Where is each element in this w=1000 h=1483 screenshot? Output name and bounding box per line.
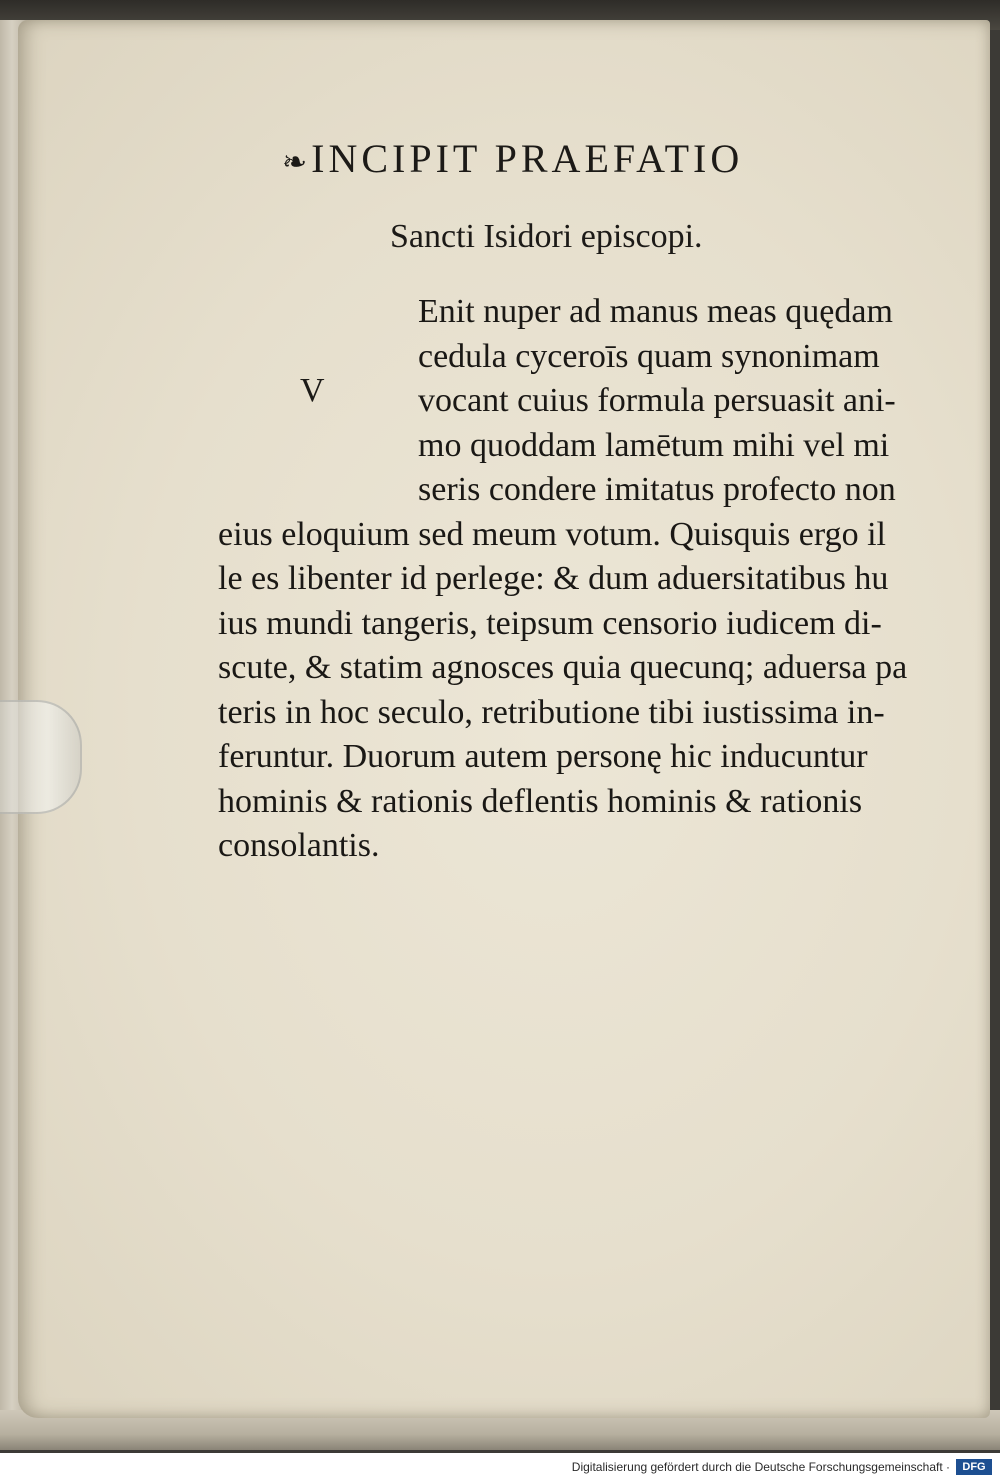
text-line: scute, & statim agnosces quia quecunq; aduersa pa — [218, 649, 908, 686]
text-line: vocant cuius formula persuasit ani- — [418, 382, 896, 419]
text-line: mo quoddam lamētum mihi vel mi — [418, 426, 890, 464]
text-line: cedula cyceroīs quam synonimam — [418, 337, 880, 375]
footer-credit: Digitalisierung gefördert durch die Deutsche Forschungsgemeinschaft · — [571, 1460, 950, 1474]
text-line: teris in hoc seculo, retributione tibi iustissima in- — [218, 693, 885, 731]
text-line: seris condere imitatus profecto non — [418, 471, 896, 508]
digitization-footer — [0, 1453, 1000, 1483]
page-subtitle: Sancti Isidori episcopi. — [390, 218, 703, 255]
text-line: hominis & rationis deflentis hominis & rationis — [218, 782, 863, 820]
plastic-clasp — [0, 700, 82, 814]
header-text: INCIPIT PRAEFATIO — [311, 136, 744, 181]
text-line: eius eloquium sed meum votum. Quisquis ergo il — [218, 515, 886, 553]
text-line: consolantis. — [218, 827, 380, 864]
text-line: feruntur. Duorum autem personę hic inducuntur — [218, 738, 868, 775]
dfg-logo: DFG — [956, 1459, 992, 1475]
body-text — [218, 290, 948, 869]
initial-letter: V — [300, 372, 325, 409]
page-title — [282, 135, 743, 182]
text-line: Enit nuper ad manus meas quędam — [418, 293, 893, 330]
fleuron-icon: ❧ — [282, 146, 308, 179]
text-line: le es libenter id perlege: & dum aduersitatibus hu — [218, 560, 889, 597]
text-line: ius mundi tangeris, teipsum censorio iudicem di- — [218, 604, 882, 642]
